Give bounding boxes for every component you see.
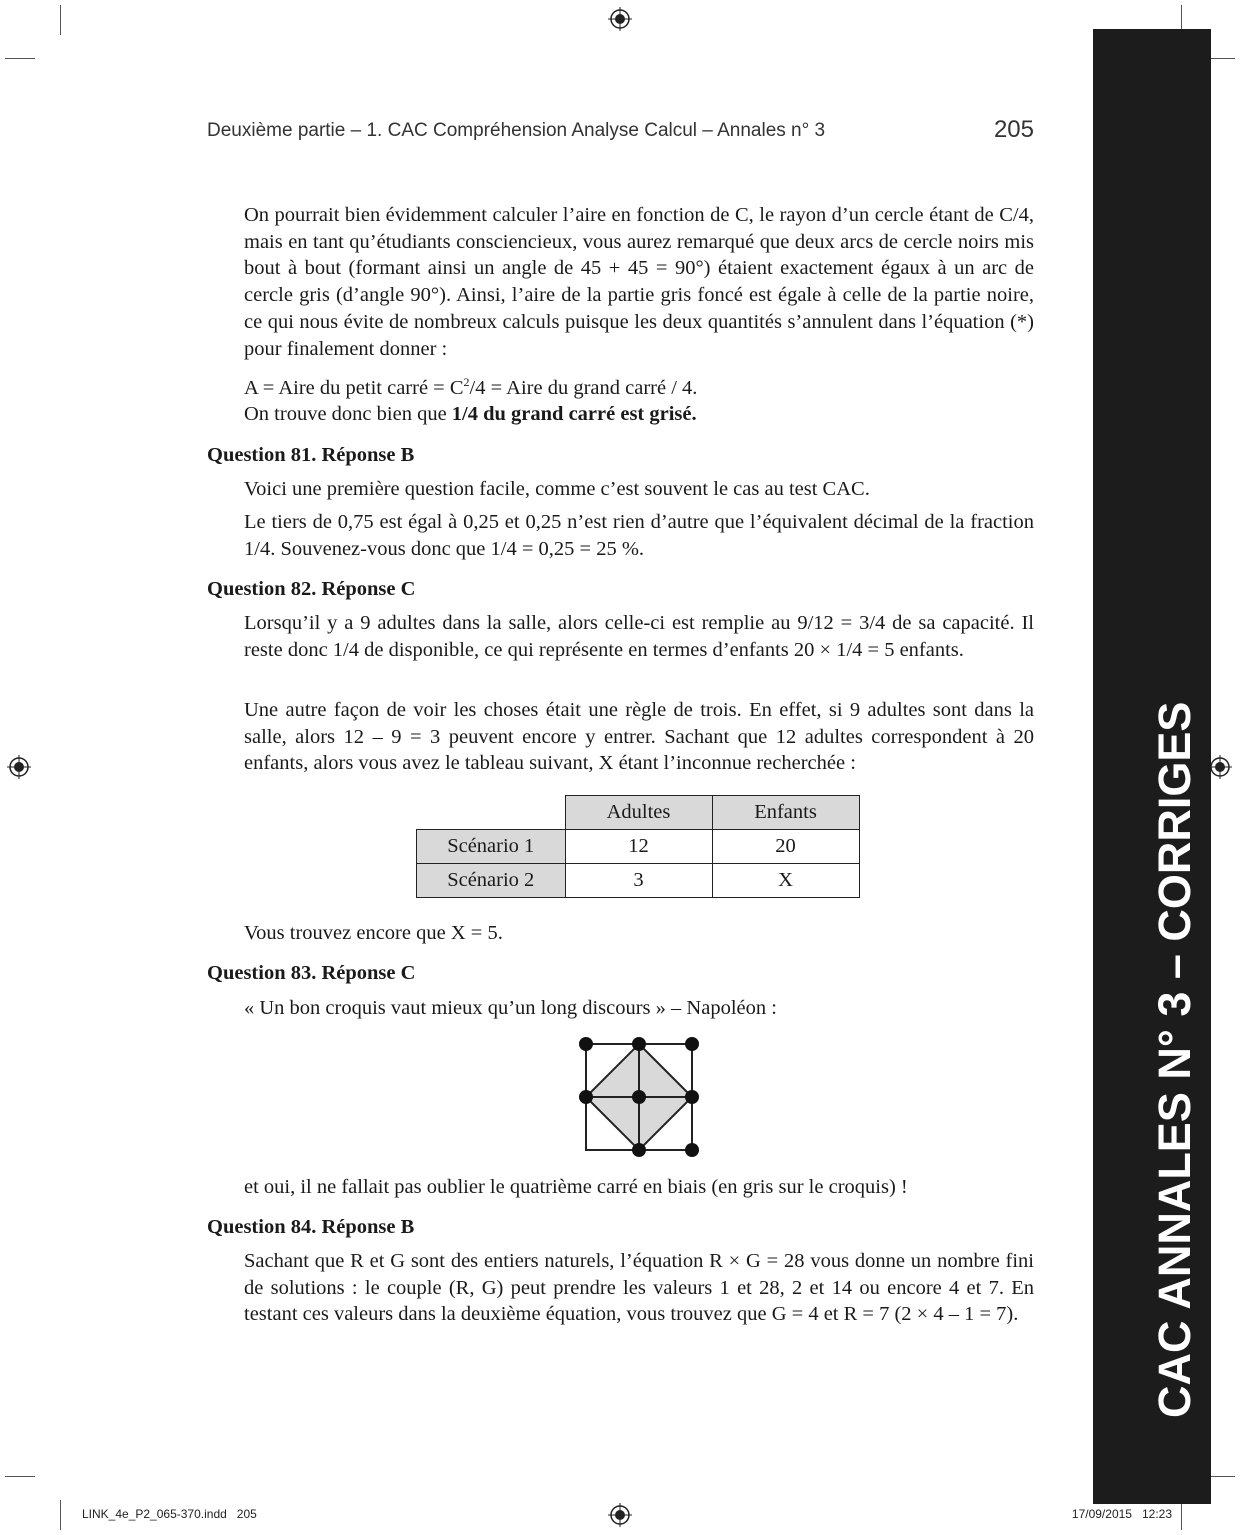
cell-adultes: 12 xyxy=(565,830,712,864)
conclusion-text: On trouve donc bien que xyxy=(244,403,452,425)
row-label: Scénario 1 xyxy=(417,830,566,864)
cell-adultes: 3 xyxy=(565,864,712,898)
grid-dot xyxy=(685,1143,699,1157)
formula-exponent: 2 xyxy=(463,375,470,389)
q82-paragraph-2: Une autre façon de voir les choses était une règle de trois. En effet, si 9 adultes sont dans la salle, alors 12 – 9 = 3 peuvent encore y entrer. Sachant que 12 adultes correspondent à 20 enfants, alors vous avez le tableau suivant, X étant l’inconnue recherchée : xyxy=(244,699,1034,775)
rule-of-three-table xyxy=(416,795,860,898)
table-corner xyxy=(417,796,566,830)
grid-dot xyxy=(579,1037,593,1051)
q81-paragraph-2: Le tiers de 0,75 est égal à 0,25 et 0,25 n’est rien d’autre que l’équivalent décimal de la fraction 1/4. Souvenez-vous donc que 1/4 = 0,25 = 25 %. xyxy=(244,511,1034,560)
q82-paragraph-3: Vous trouvez encore que X = 5. xyxy=(244,922,503,944)
running-header xyxy=(207,116,1034,146)
registration-mark-icon xyxy=(1208,755,1232,779)
table-header-enfants: Enfants xyxy=(712,796,859,830)
table-row xyxy=(417,830,860,864)
napoleon-quote: « Un bon croquis vaut mieux qu’un long discours » – Napoléon : xyxy=(244,997,777,1019)
crop-mark xyxy=(5,58,35,59)
cell-enfants: 20 xyxy=(712,830,859,864)
grid-sketch xyxy=(578,1036,702,1160)
formula-part: /4 = Aire du grand carré / 4. xyxy=(469,376,698,399)
registration-mark-icon xyxy=(608,7,632,31)
registration-mark-icon xyxy=(608,1503,632,1527)
side-tab-text: CAC ANNALES N° 3 – CORRIGES xyxy=(1149,701,1200,1418)
table-row xyxy=(417,864,860,898)
q83-paragraph-1: et oui, il ne fallait pas oublier le quatrième carré en biais (en gris sur le croquis) ! xyxy=(244,1176,908,1198)
grid-dot xyxy=(632,1143,646,1157)
slug-date: 17/09/2015 12:23 xyxy=(1071,1507,1172,1521)
side-tab xyxy=(1093,29,1211,1504)
formula-part: A = Aire du petit carré = C xyxy=(244,376,464,399)
area-formula xyxy=(244,369,1034,402)
crop-mark xyxy=(60,5,61,35)
question-83-title: Question 83. Réponse C xyxy=(207,962,416,984)
crop-mark xyxy=(5,1476,35,1477)
page-number: 205 xyxy=(993,116,1034,143)
intro-paragraph: On pourrait bien évidemment calculer l’aire en fonction de C, le rayon d’un cercle étant de C/4, mais en tant qu’étudiants consciencieux, vous aurez remarqué que deux arcs de cercle noirs mis bout à bout (formant ainsi un angle de 45 + 45 = 90°) étaient exactement égaux à un arc de cercle gris (d’angle 90°). Ainsi, l’aire de la partie gris foncé est égale à celle de la partie noire, ce qui nous évite de nombreux calculs puisque les deux quantités s’annulent dans l’équation (*) pour finalement donner : xyxy=(244,204,1034,360)
grid-dot xyxy=(632,1037,646,1051)
grid-dot xyxy=(685,1090,699,1104)
intro-conclusion xyxy=(244,401,1034,428)
crop-mark xyxy=(60,1500,61,1530)
registration-mark-icon xyxy=(7,755,31,779)
q82-paragraph-1: Lorsqu’il y a 9 adultes dans la salle, alors celle-ci est remplie au 9/12 = 3/4 de sa capacité. Il reste donc 1/4 de disponible, ce qui représente en termes d’enfants 20 × 1/4 = 5 enfants. xyxy=(244,612,1034,661)
q81-paragraph-1: Voici une première question facile, comme c’est souvent le cas au test CAC. xyxy=(244,478,870,500)
conclusion-bold: 1/4 du grand carré est grisé. xyxy=(451,403,697,425)
q84-paragraph-1: Sachant que R et G sont des entiers naturels, l’équation R × G = 28 vous donne un nombre fini de solutions : le couple (R, G) peut prendre les valeurs 1 et 28, 2 et 14 ou encore 4 et 7. En testant ces valeurs dans la deuxième équation, vous trouvez que G = 4 et R = 7 (2 × 4 – 1 = 7). xyxy=(244,1250,1034,1326)
table-header-row xyxy=(417,796,860,830)
grid-dot xyxy=(579,1090,593,1104)
table-header-adultes: Adultes xyxy=(565,796,712,830)
cell-enfants: X xyxy=(712,864,859,898)
grid-dot xyxy=(632,1090,646,1104)
question-84-title: Question 84. Réponse B xyxy=(207,1216,415,1238)
question-82-title: Question 82. Réponse C xyxy=(207,578,416,600)
grid-dot xyxy=(685,1037,699,1051)
row-label: Scénario 2 xyxy=(417,864,566,898)
running-title: Deuxième partie – 1. CAC Compréhension Analyse Calcul – Annales n° 3 xyxy=(207,120,826,141)
question-81-title: Question 81. Réponse B xyxy=(207,444,415,466)
crop-mark xyxy=(1181,1500,1182,1530)
slug-file: LINK_4e_P2_065-370.indd 205 xyxy=(82,1507,257,1521)
